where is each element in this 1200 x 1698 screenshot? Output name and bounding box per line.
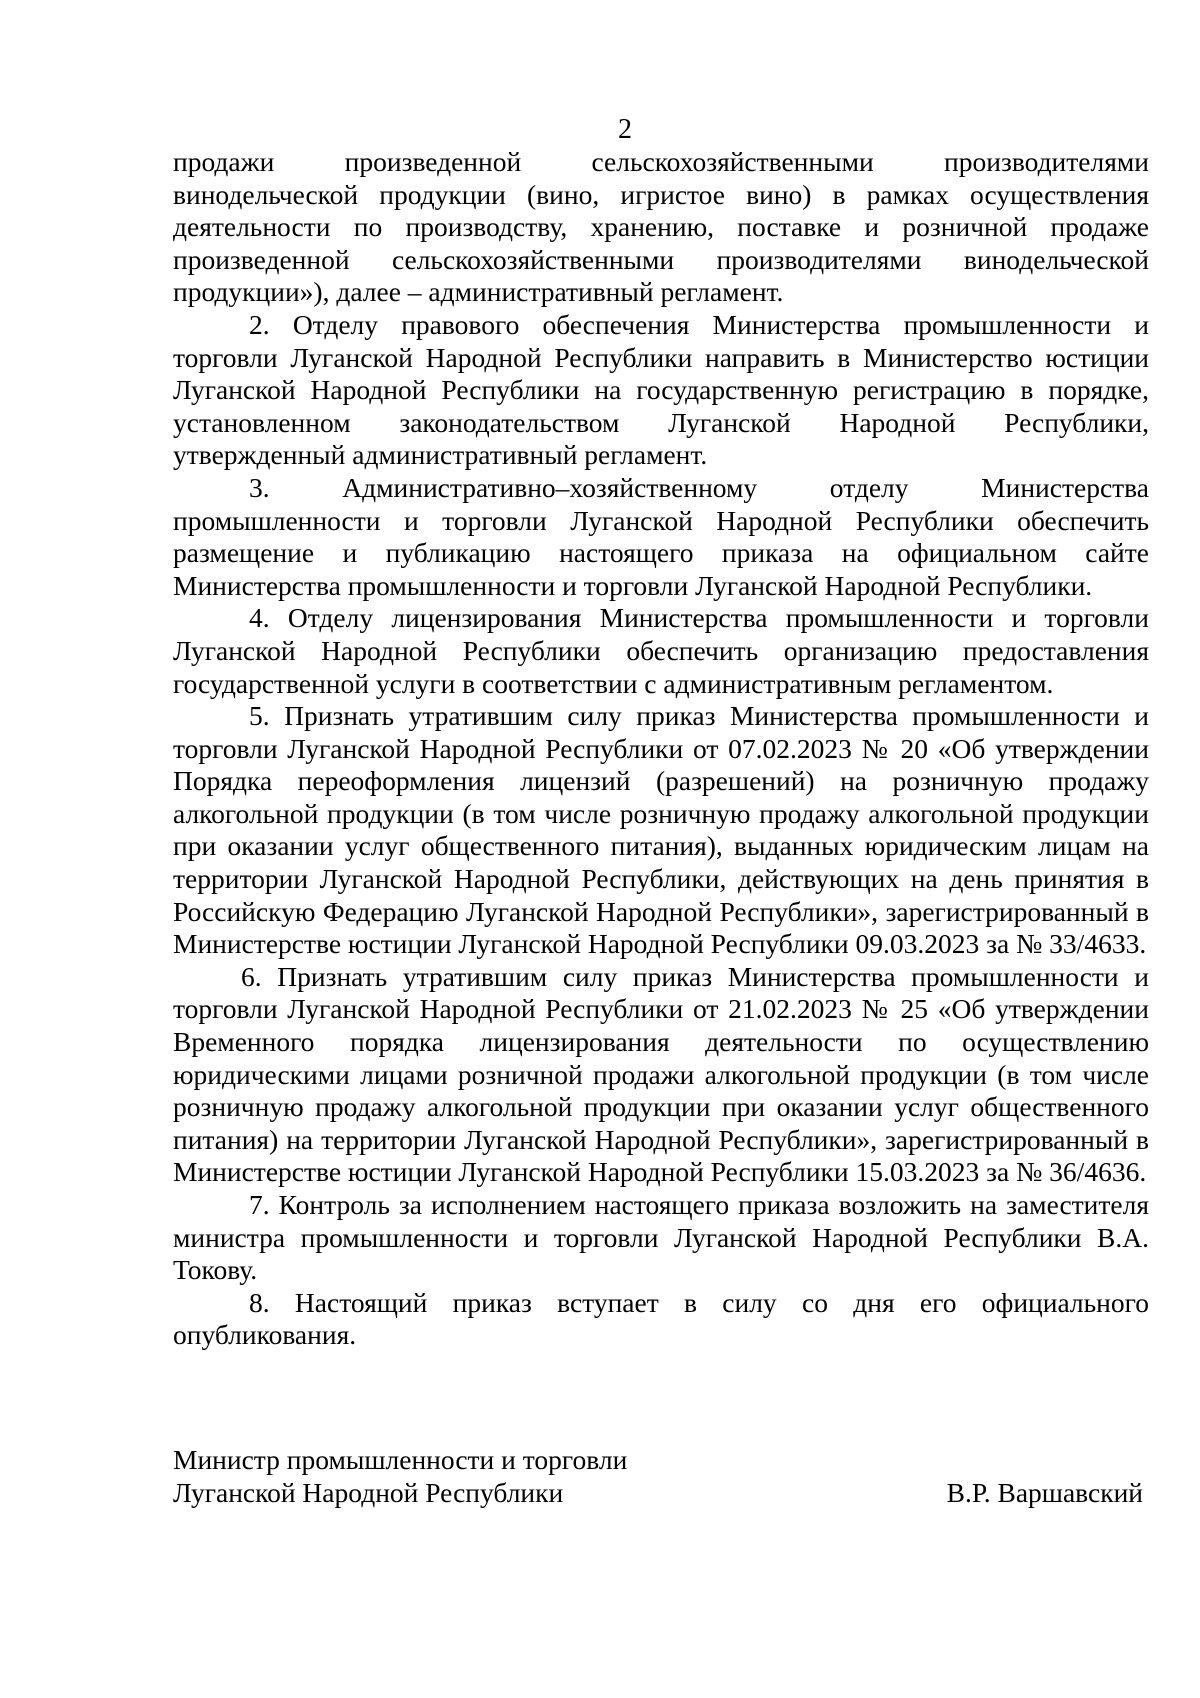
paragraph-4: 4. Отделу лицензирования Министерства промышленности и торговли Луганской Народной Республики обеспечить организацию предоставления государственной услуги в соответствии с административным регламентом. [173, 602, 1149, 699]
signatory-name: В.Р. Варшавский [946, 1476, 1143, 1508]
paragraph-3: 3. Административно–хозяйственному отделу Министерства промышленности и торговли Луганской Народной Республики обеспечить размещение и публикацию настоящего приказа на официальном сайте Министерства промышленности и торговли Луганской Народной Республики. [173, 471, 1149, 601]
paragraph-6: 6. Признать утратившим силу приказ Министерства промышленности и торговли Луганской Народной Республики от 21.02.2023 № 25 «Об утверждении Временного порядка лицензирования деятельности по осуществлению юридическими лицами розничной продажи алкогольной продукции (в том числе розничную продажу алкогольной продукции при оказании услуг общественного питания) на территории Луганской Народной Республики», зарегистрированный в Министерстве юстиции Луганской Народной Республики 15.03.2023 за № 36/4636. [173, 960, 1149, 1188]
paragraph-8: 8. Настоящий приказ вступает в силу со дня его официального опубликования. [173, 1286, 1149, 1351]
page-number: 2 [618, 114, 632, 145]
paragraph-5: 5. Признать утратившим силу приказ Министерства промышленности и торговли Луганской Народной Республики от 07.02.2023 № 20 «Об утверждении Порядка переоформления лицензий (разрешений) на розничную продажу алкогольной продукции (в том числе розничную продажу алкогольной продукции при оказании услуг общественного питания), выданных юридическим лицам на территории Луганской Народной Республики, действующих на день принятия в Российскую Федерацию Луганской Народной Республики», зарегистрированный в Министерстве юстиции Луганской Народной Республики 09.03.2023 за № 33/4633. [173, 700, 1149, 960]
paragraph-1-continued: продажи произведенной сельскохозяйственными производителями винодельческой продукции (вино, игристое вино) в рамках осуществления деятельности по производству, хранению, поставке и розничной продаже произведенной сельскохозяйственными производителями винодельческой продукции»), далее – административный регламент. [173, 146, 1149, 308]
signature-position-line-1 [173, 1444, 1149, 1477]
paragraph-2: 2. Отделу правового обеспечения Министерства промышленности и торговли Луганской Народной Республики направить в Министерство юстиции Луганской Народной Республики на государственную регистрацию в порядке, установленном законодательством Луганской Народной Республики, утвержденный административный регламент. [173, 308, 1149, 471]
signatory-position-line-2: Луганской Народной Республики [173, 1476, 564, 1508]
paragraph-7: 7. Контроль за исполнением настоящего приказа возложить на заместителя министра промышленности и торговли Луганской Народной Республики В.А. Токову. [173, 1189, 1149, 1286]
signature-block [173, 1444, 1149, 1509]
document-body [173, 146, 1149, 1352]
signatory-position-line-1: Министр промышленности и торговли [173, 1444, 628, 1475]
signature-position-line-2 [173, 1477, 1149, 1510]
